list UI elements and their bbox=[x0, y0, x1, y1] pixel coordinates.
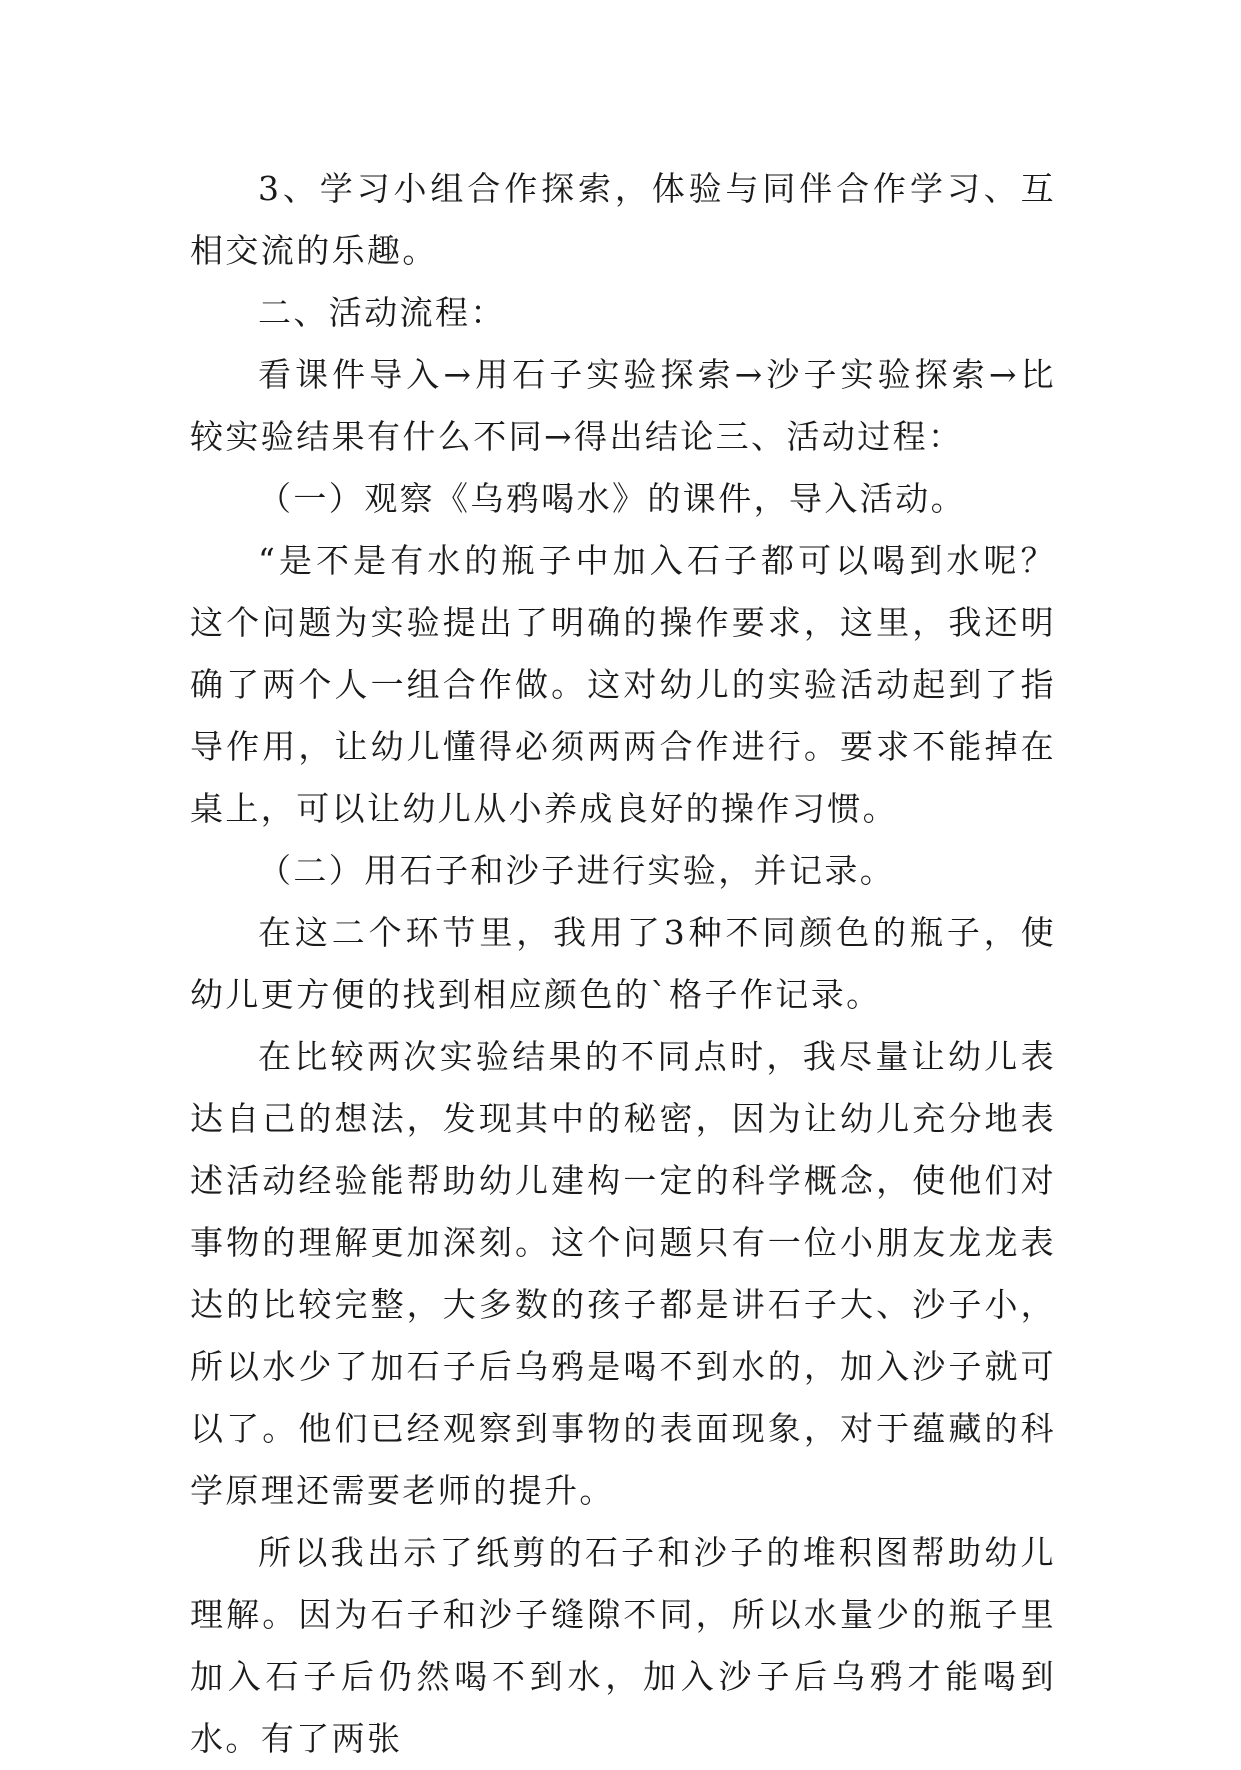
paragraph-activity-flow: 看课件导入→用石子实验探索→沙子实验探索→比较实验结果有什么不同→得出结论三、活动过程： bbox=[190, 355, 1056, 456]
paragraph-diagram-explanation: 所以我出示了纸剪的石子和沙子的堆积图帮助幼儿理解。因为石子和沙子缝隙不同，所以水量少的瓶子里加入石子后仍然喝不到水，加入沙子后乌鸦才能喝到水。有了两张 bbox=[190, 1533, 1056, 1758]
section-heading-activity-flow: 二、活动流程： bbox=[258, 293, 506, 332]
document-body bbox=[190, 158, 1056, 1770]
paragraph-step-1-notes: “是不是有水的瓶子中加入石子都可以喝到水呢？这个问题为实验提出了明确的操作要求，这里，我还明确了两个人一组合作做。这对幼儿的实验活动起到了指导作用，让幼儿懂得必须两两合作进行。要求不能掉在桌上，可以让幼儿从小养成良好的操作习惯。 bbox=[190, 541, 1056, 828]
paragraph-comparison: 在比较两次实验结果的不同点时，我尽量让幼儿表达自己的想法，发现其中的秘密，因为让幼儿充分地表述活动经验能帮助幼儿建构一定的科学概念，使他们对事物的理解更加深刻。这个问题只有一位小朋友龙龙表达的比较完整，大多数的孩子都是讲石子大、沙子小，所以水少了加石子后乌鸦是喝不到水的，加入沙子就可以了。他们已经观察到事物的表面现象，对于蕴藏的科学原理还需要老师的提升。 bbox=[190, 1037, 1056, 1510]
subheading-step-1: （一）观察《乌鸦喝水》的课件，导入活动。 bbox=[258, 479, 966, 518]
paragraph-goal-3: 3、学习小组合作探索，体验与同伴合作学习、互相交流的乐趣。 bbox=[190, 169, 1056, 270]
subheading-step-2: （二）用石子和沙子进行实验，并记录。 bbox=[258, 851, 896, 890]
paragraph-bottle-colors: 在这二个环节里，我用了3种不同颜色的瓶子，使幼儿更方便的找到相应颜色的`格子作记录。 bbox=[190, 913, 1056, 1014]
